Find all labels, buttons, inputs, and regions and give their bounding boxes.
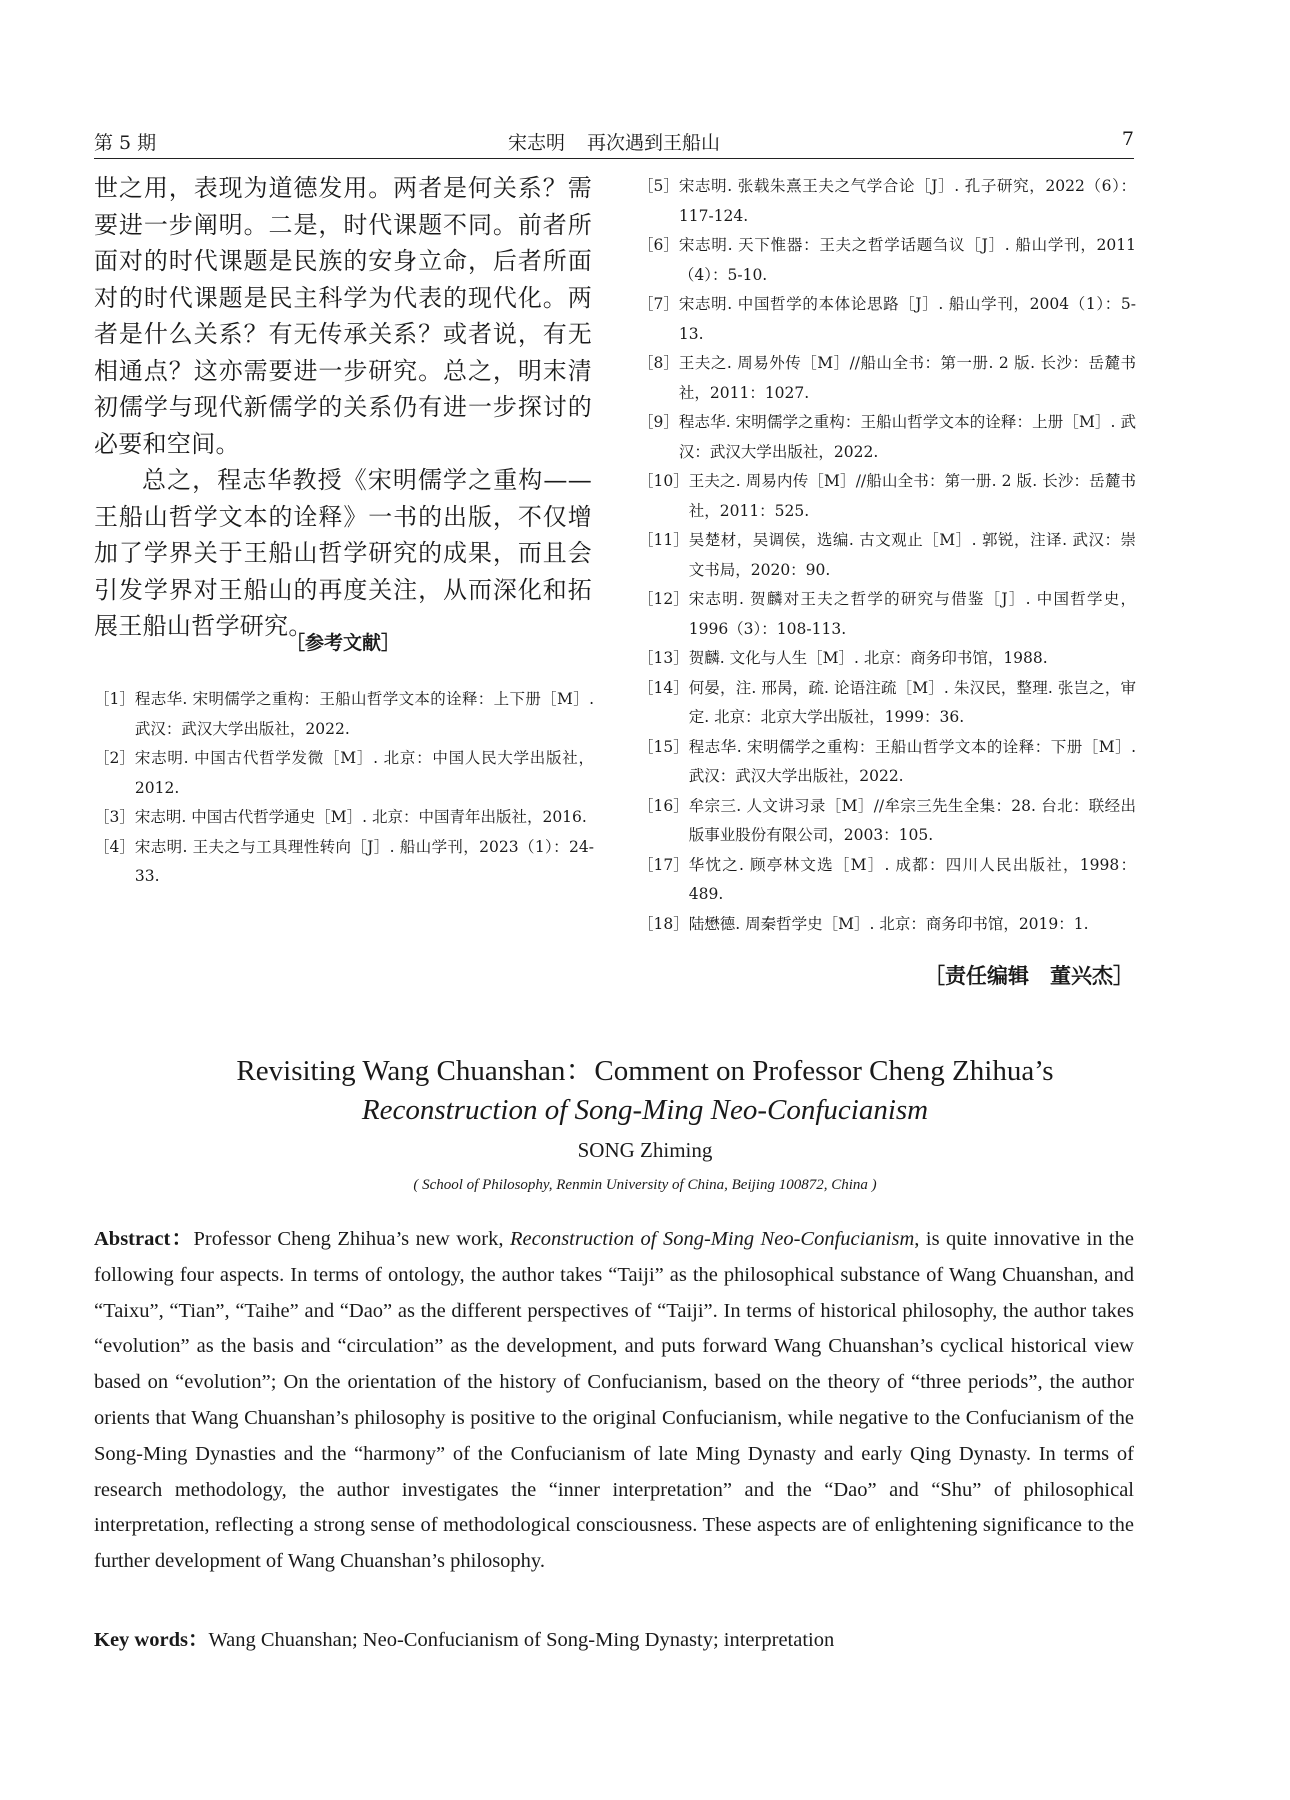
reference-item: ［9］ 程志华. 宋明儒学之重构：王船山哲学文本的诠释：上册［M］. 武汉：武汉大学出版社，2022. xyxy=(638,413,1136,461)
issue-number: 第 5 期 xyxy=(94,132,157,154)
english-author: SONG Zhiming xyxy=(577,1138,713,1162)
reference-item: ［10］ 王夫之. 周易内传［M］//船山全书：第一册. 2 版. 长沙：岳麓书社，2011：525. xyxy=(638,472,1136,520)
reference-item: ［1］ 程志华. 宋明儒学之重构：王船山哲学文本的诠释：上下册［M］. 武汉：武汉大学出版社，2022. xyxy=(94,690,594,738)
keywords-label: Key words： xyxy=(94,1629,209,1651)
reference-item: ［18］ 陆懋德. 周秦哲学史［M］. 北京：商务印书馆，2019：1. xyxy=(638,914,1089,933)
abstract-label: Abstract： xyxy=(94,1228,194,1250)
abstract-book-title: Reconstruction of Song-Ming Neo-Confucianism xyxy=(509,1228,915,1250)
reference-item: ［16］ 牟宗三. 人文讲习录［M］//牟宗三先生全集：28. 台北：联经出版事业股份有限公司，2003：105. xyxy=(638,796,1136,844)
reference-item: ［13］ 贺麟. 文化与人生［M］. 北京：商务印书馆，1988. xyxy=(638,649,1048,667)
english-subtitle: Reconstruction of Song-Ming Neo-Confucianism xyxy=(361,1094,929,1126)
references-list-right xyxy=(638,172,1136,939)
header-rule xyxy=(94,158,1134,159)
body-paragraph: 世之用，表现为道德发用。两者是何关系？需要进一步阐明。二是，时代课题不同。前者所面对的时代课题是民族的安身立命，后者所面对的时代课题是民主科学为代表的现代化。两者是什么关系？有无传承关系？或者说，有无相通点？这亦需要进一步研究。总之，明末清初儒学与现代新儒学的关系仍有进一步探讨的必要和空间。 xyxy=(94,174,592,458)
reference-item: ［2］ 宋志明. 中国古代哲学发微［M］. 北京：中国人民大学出版社，2012. xyxy=(94,749,594,797)
body-paragraph: 总之，程志华教授《宋明儒学之重构——王船山哲学文本的诠释》一书的出版，不仅增加了学界关于王船山哲学研究的成果，而且会引发学界对王船山的再度关注，从而深化和拓展王船山哲学研究。 xyxy=(94,466,592,640)
header-author: 宋志明 xyxy=(507,132,565,154)
references-list-left xyxy=(94,685,594,892)
body-text xyxy=(94,170,592,645)
page-number: 7 xyxy=(1121,128,1134,150)
reference-item: ［3］ 宋志明. 中国古代哲学通史［M］. 北京：中国青年出版社，2016. xyxy=(94,808,587,826)
abstract-text-rest: , is quite innovative in the following four aspects. In terms of ontology, the author takes “Taiji” as the philosophical substance of Wang Chuanshan, and “Taixu”, “Tian”, “Taihe” and “Dao” as the different perspectives of “Taiji”. In terms of historical philosophy, the author takes “evolution” as the basis and “circulation” as the development, and puts forward Wang Chuanshan’s cyclical historical view based on “evolution”; On the orientation of the history of Confucianism, based on the theory of “three periods”, the author orients that Wang Chuanshan’s philosophy is positive to the original Confucianism, while negative to the Confucianism of the Song-Ming Dynasties and the “harmony” of the Confucianism of late Ming Dynasty and early Qing Dynasty. In terms of research methodology, the author investigates the “inner interpretation” and the “Dao” and “Shu” of philosophical interpretation, reflecting a strong sense of methodological consciousness. These aspects are of enlightening significance to the further development of Wang Chuanshan’s philosophy. xyxy=(94,1228,1134,1573)
reference-item: ［15］ 程志华. 宋明儒学之重构：王船山哲学文本的诠释：下册［M］. 武汉：武汉大学出版社，2022. xyxy=(638,737,1136,785)
reference-item: ［8］ 王夫之. 周易外传［M］//船山全书：第一册. 2 版. 长沙：岳麓书社，2011：1027. xyxy=(638,354,1136,402)
references-heading: ［参考文献］ xyxy=(285,632,400,654)
header-title xyxy=(94,128,1134,155)
reference-item: ［4］ 宋志明. 王夫之与工具理性转向［J］. 船山学刊，2023（1）：24-33. xyxy=(94,837,594,885)
english-abstract xyxy=(94,1222,1134,1580)
running-header xyxy=(94,128,1134,158)
reference-item: ［17］ 华忱之. 顾亭林文选［M］. 成都：四川人民出版社，1998：489. xyxy=(638,855,1136,903)
english-keywords xyxy=(94,1622,1134,1652)
reference-item: ［7］ 宋志明. 中国哲学的本体论思路［J］. 船山学刊，2004（1）：5-13. xyxy=(638,295,1136,343)
header-article-title: 再次遇到王船山 xyxy=(587,132,721,154)
reference-item: ［11］ 吴楚材，吴调侯，选编. 古文观止［M］. 郭锐，注译. 武汉：崇文书局，2020：90. xyxy=(638,531,1136,579)
responsible-editor: ［责任编辑 董兴杰］ xyxy=(924,963,1134,988)
reference-item: ［5］ 宋志明. 张载朱熹王夫之气学合论［J］. 孔子研究，2022（6）：117-124. xyxy=(638,177,1136,225)
abstract-text-start: Professor Cheng Zhihua’s new work, xyxy=(193,1228,510,1250)
keywords-text: Wang Chuanshan; Neo-Confucianism of Song-Ming Dynasty; interpretation xyxy=(208,1629,835,1651)
reference-item: ［14］ 何晏，注. 邢昺，疏. 论语注疏［M］. 朱汉民，整理. 张岂之，审定. 北京：北京大学出版社，1999：36. xyxy=(638,678,1136,726)
english-title: Revisiting Wang Chuanshan：Comment on Professor Cheng Zhihua’s xyxy=(236,1055,1054,1087)
reference-item: ［6］ 宋志明. 天下惟器：王夫之哲学话题刍议［J］. 船山学刊，2011（4）：5-10. xyxy=(638,236,1136,284)
english-affiliation: ( School of Philosophy, Renmin University of China, Beijing 100872, China ) xyxy=(413,1177,877,1193)
reference-item: ［12］ 宋志明. 贺麟对王夫之哲学的研究与借鉴［J］. 中国哲学史，1996（3）：108-113. xyxy=(638,590,1136,638)
